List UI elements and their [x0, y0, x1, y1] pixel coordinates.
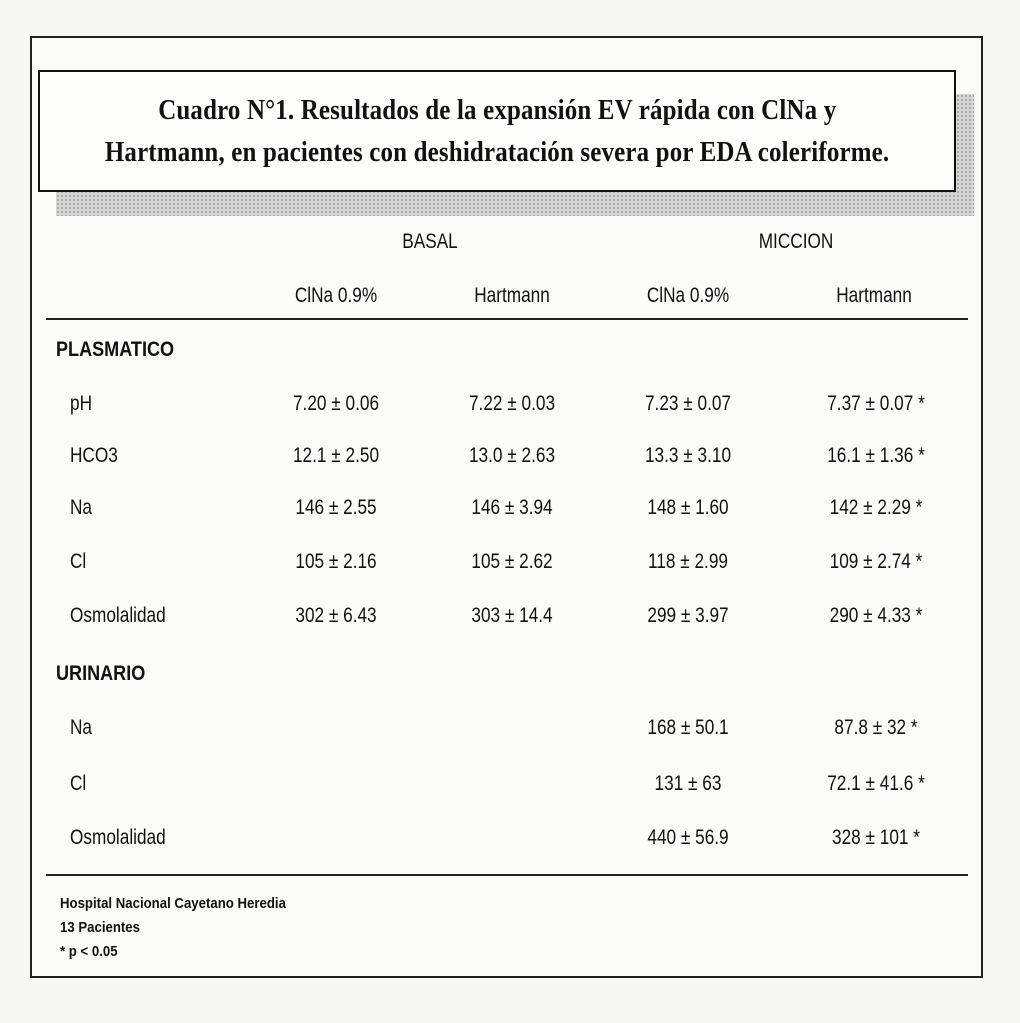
col-header-miccion-hartmann: Hartmann: [836, 284, 912, 307]
col-header-miccion-clna: ClNa 0.9%: [646, 284, 730, 307]
table-cell: 303 ± 14.4: [471, 604, 553, 627]
table-cell: 7.22 ± 0.03: [468, 392, 556, 415]
row-label: Na: [70, 716, 93, 739]
footnote-patients: 13 Pacientes: [60, 919, 140, 936]
table-cell: 7.37 ± 0.07 *: [827, 392, 925, 415]
table-cell: 328 ± 101 *: [832, 826, 920, 849]
caption-line-2: Hartmann, en pacientes con deshidratación severa por EDA coleriforme.: [104, 136, 890, 168]
table-cell: 109 ± 2.74 *: [829, 550, 923, 573]
table-cell: 87.8 ± 32 *: [834, 716, 918, 739]
footnote-hospital: Hospital Nacional Cayetano Heredia: [60, 895, 286, 912]
row-label: Na: [70, 496, 93, 519]
table-cell: 7.23 ± 0.07: [644, 392, 732, 415]
table-cell: 12.1 ± 2.50: [292, 444, 380, 467]
table-cell: 302 ± 6.43: [295, 604, 377, 627]
footnote-significance: * p < 0.05: [60, 943, 118, 960]
row-label: Osmolalidad: [70, 826, 166, 849]
table-cell: 13.0 ± 2.63: [468, 444, 556, 467]
table-cell: 105 ± 2.16: [295, 550, 377, 573]
table-cell: 299 ± 3.97: [647, 604, 729, 627]
table-cell: 118 ± 2.99: [648, 550, 728, 573]
table-cell: 105 ± 2.62: [471, 550, 553, 573]
footer-rule: [46, 874, 968, 876]
header-rule: [46, 318, 968, 320]
caption-line-1: Cuadro N°1. Resultados de la expansión EV rápida con ClNa y: [157, 94, 837, 126]
table-cell: 146 ± 2.55: [295, 496, 377, 519]
row-label: pH: [70, 392, 93, 415]
row-label: Cl: [70, 772, 87, 795]
col-header-basal-clna: ClNa 0.9%: [294, 284, 378, 307]
section-title-urinario: URINARIO: [56, 662, 146, 685]
group-header-miccion: MICCION: [758, 230, 834, 253]
row-label: Osmolalidad: [70, 604, 166, 627]
table-cell: 16.1 ± 1.36 *: [827, 444, 925, 467]
table-cell: 7.20 ± 0.06: [292, 392, 380, 415]
table-caption: [38, 70, 956, 192]
table-cell: 148 ± 1.60: [647, 496, 729, 519]
table-cell: 142 ± 2.29 *: [829, 496, 923, 519]
table-cell: 131 ± 63: [654, 772, 722, 795]
table-cell: 146 ± 3.94: [471, 496, 553, 519]
table-cell: 440 ± 56.9: [647, 826, 729, 849]
section-title-plasmatico: PLASMATICO: [56, 338, 175, 361]
col-header-basal-hartmann: Hartmann: [474, 284, 550, 307]
table-cell: 72.1 ± 41.6 *: [827, 772, 925, 795]
table-cell: 290 ± 4.33 *: [829, 604, 923, 627]
table-cell: 13.3 ± 3.10: [644, 444, 732, 467]
row-label: HCO3: [70, 444, 118, 467]
row-label: Cl: [70, 550, 87, 573]
table-cell: 168 ± 50.1: [647, 716, 729, 739]
group-header-basal: BASAL: [402, 230, 458, 253]
